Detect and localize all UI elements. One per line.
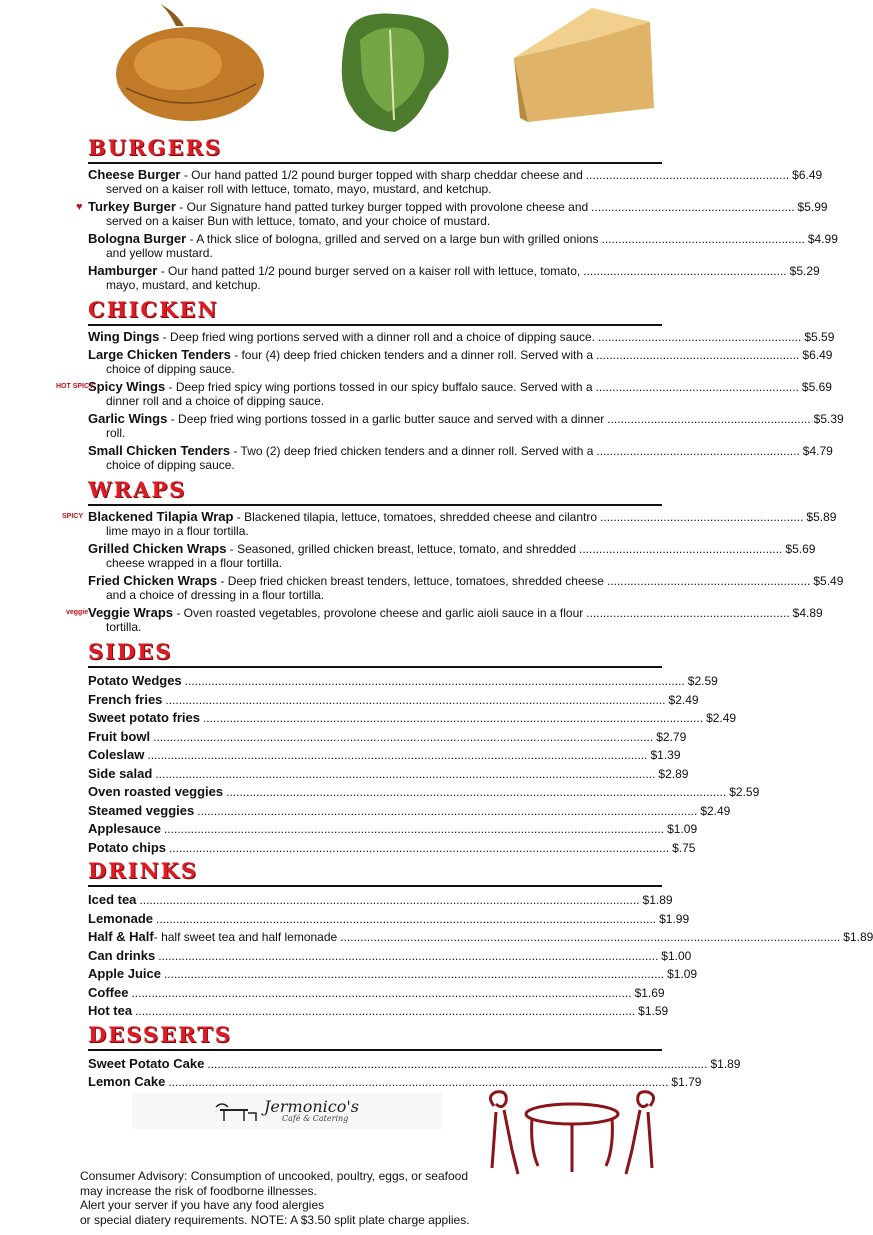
item-name: Coffee bbox=[88, 984, 129, 1000]
menu bbox=[56, 134, 873, 1092]
item-description: - Deep fried wing portions tossed in a garlic butter sauce and served with a dinner bbox=[167, 412, 605, 426]
item-description: - Blackened tilapia, lettuce, tomatoes, shredded cheese and cilantro bbox=[233, 510, 598, 524]
hero-images bbox=[0, 0, 750, 140]
hot-spicy-tag: HOT SPICY bbox=[56, 383, 94, 390]
item-description: - Our Signature hand patted turkey burger topped with provolone cheese and bbox=[175, 200, 589, 214]
item-name: Wing Dings bbox=[88, 329, 160, 344]
item-name: Cheese Burger bbox=[88, 167, 181, 182]
item-price: $1.69 bbox=[634, 985, 665, 1000]
menu-item-sweet-potato-cake: Sweet Potato Cake ...................................................................................................................................................... $1.89 bbox=[88, 1055, 662, 1074]
menu-item-iced-tea: Iced tea ...................................................................................................................................................... $1.89 bbox=[88, 891, 662, 910]
item-name: French fries bbox=[88, 691, 163, 707]
item-name: Steamed veggies bbox=[88, 802, 195, 818]
item-description: - Deep fried wing portions served with a dinner roll and a choice of dipping sauce. bbox=[159, 330, 595, 344]
item-description-cont: mayo, mustard, and ketchup. bbox=[106, 278, 261, 292]
item-price: $1.09 bbox=[667, 967, 698, 981]
sides-list bbox=[88, 672, 760, 857]
item-price: $1.99 bbox=[659, 911, 690, 926]
item-price: $1.79 bbox=[671, 1075, 702, 1089]
menu-item-veggie-wraps: veggie Veggie Wraps - Oven roasted vegetables, provolone cheese and garlic aioli sauce in a flour ............................................................. $4.89 tortilla. bbox=[66, 605, 823, 634]
item-name: Small Chicken Tenders bbox=[88, 443, 231, 458]
consumer-advisory bbox=[80, 1169, 520, 1227]
item-description: - four (4) deep fried chicken tenders and a dinner roll. Served with a bbox=[230, 348, 594, 362]
item-price: $4.89 bbox=[792, 606, 823, 620]
menu-item-half-and-half: Half & Half - half sweet tea and half lemonade ...................................................................................................................................................... $1.89 bbox=[88, 928, 662, 947]
burgers-list bbox=[76, 167, 838, 292]
item-price: $.75 bbox=[672, 840, 696, 855]
menu-item-steamed-veggies: Steamed veggies ...................................................................................................................................................... $2.49 bbox=[88, 802, 662, 821]
item-price: $2.89 bbox=[658, 766, 689, 781]
chef-table-icon bbox=[212, 1099, 260, 1123]
item-description: - Deep fried spicy wing portions tossed in our spicy buffalo sauce. Served with a bbox=[165, 380, 593, 394]
menu-item-cheese-burger: Cheese Burger - Our hand patted 1/2 pound burger topped with sharp cheddar cheese and ............................................................. $6.49 served on a kaiser roll with lettuce, tomato, mayo, mustard, and ketchup. bbox=[88, 167, 823, 196]
chicken-section-title: CHICKEN bbox=[88, 297, 219, 322]
item-description-cont: served on a kaiser roll with lettuce, tomato, mayo, mustard, and ketchup. bbox=[106, 182, 492, 196]
item-price: $2.59 bbox=[687, 674, 718, 688]
item-name: Fruit bowl bbox=[88, 728, 151, 744]
item-name: Turkey Burger bbox=[88, 199, 176, 214]
spicy-tag: SPICY bbox=[62, 513, 84, 520]
menu-item-applesauce: Applesauce ...................................................................................................................................................... $1.09 bbox=[88, 820, 662, 839]
item-price: $2.49 bbox=[668, 692, 699, 707]
chicken-list bbox=[56, 329, 844, 472]
item-price: $1.09 bbox=[667, 822, 698, 836]
item-description-cont: and a choice of dressing in a flour tortilla. bbox=[106, 588, 325, 602]
item-description-cont: and yellow mustard. bbox=[106, 246, 213, 260]
item-description-cont: tortilla. bbox=[106, 620, 142, 634]
cheese-image bbox=[514, 8, 654, 122]
item-name: Apple Juice bbox=[88, 966, 161, 981]
section-divider bbox=[88, 666, 662, 668]
menu-item-french-fries: French fries ...................................................................................................................................................... $2.49 bbox=[88, 691, 662, 710]
item-name: Hamburger bbox=[88, 263, 158, 278]
item-price: $5.99 bbox=[797, 200, 828, 214]
item-price: $5.69 bbox=[785, 542, 816, 556]
item-price: $6.49 bbox=[792, 168, 823, 182]
item-name: Oven roasted veggies bbox=[88, 784, 224, 799]
item-name: Can drinks bbox=[88, 947, 156, 963]
menu-item-coffee: Coffee ...................................................................................................................................................... $1.69 bbox=[88, 984, 662, 1003]
menu-item-hot-tea: Hot tea ...................................................................................................................................................... $1.59 bbox=[88, 1002, 662, 1021]
item-price: $2.59 bbox=[729, 785, 760, 799]
item-description-cont: served on a kaiser Bun with lettuce, tomato, and your choice of mustard. bbox=[106, 214, 491, 228]
item-description-cont: lime mayo in a flour tortilla. bbox=[106, 524, 249, 538]
drinks-list bbox=[88, 891, 873, 1021]
section-divider bbox=[88, 162, 662, 164]
item-price: $5.89 bbox=[806, 510, 837, 524]
item-price: $1.00 bbox=[661, 948, 692, 963]
item-name: Sweet Potato Cake bbox=[88, 1055, 205, 1071]
menu-item-bologna-burger: Bologna Burger - A thick slice of bologna, grilled and served on a large bun with grilled onions ............................................................. $4.99 and yellow mustard. bbox=[88, 231, 838, 260]
veggie-tag: veggie bbox=[66, 609, 89, 616]
menu-item-fried-chicken-wraps: Fried Chicken Wraps - Deep fried chicken breast tenders, lettuce, tomatoes, shredded cheese ............................................................. $5.49 and a choice of dressing in a flour tortilla. bbox=[88, 573, 844, 602]
item-price: $2.49 bbox=[700, 803, 731, 818]
item-name: Grilled Chicken Wraps bbox=[88, 541, 227, 556]
item-name: Veggie Wraps bbox=[88, 605, 174, 620]
onion-image bbox=[116, 4, 264, 121]
menu-item-side-salad: Side salad ...................................................................................................................................................... $2.89 bbox=[88, 765, 662, 784]
advisory-line: Consumer Advisory: Consumption of uncooked, poultry, eggs, or seafood bbox=[80, 1169, 468, 1183]
menu-item-lemon-cake: Lemon Cake ...................................................................................................................................................... $1.79 bbox=[88, 1073, 662, 1092]
item-price: $1.59 bbox=[638, 1004, 669, 1018]
item-name: Iced tea bbox=[88, 892, 137, 907]
item-description: - Our hand patted 1/2 pound burger served on a kaiser roll with lettuce, tomato, bbox=[157, 264, 581, 278]
item-description-cont: dinner roll and a choice of dipping sauce. bbox=[106, 394, 325, 408]
item-price: $5.29 bbox=[789, 264, 820, 278]
item-name: Applesauce bbox=[88, 821, 161, 836]
item-description-cont: choice of dipping sauce. bbox=[106, 458, 235, 472]
menu-item-potato-chips: Potato chips ...................................................................................................................................................... $.75 bbox=[88, 839, 662, 858]
logo-subtitle: Café & Catering bbox=[282, 1114, 349, 1123]
item-name: Bologna Burger bbox=[88, 231, 187, 246]
wraps-list bbox=[62, 509, 844, 634]
item-description-cont: roll. bbox=[106, 426, 126, 440]
item-name: Hot tea bbox=[88, 1003, 133, 1018]
item-description-cont: cheese wrapped in a flour tortilla. bbox=[106, 556, 283, 570]
item-price: $4.99 bbox=[807, 232, 838, 246]
menu-item-coleslaw: Coleslaw ...................................................................................................................................................... $1.39 bbox=[88, 746, 662, 765]
menu-item-garlic-wings: Garlic Wings - Deep fried wing portions tossed in a garlic butter sauce and served with a dinner ............................................................. $5.39 roll. bbox=[88, 411, 844, 440]
item-name: Lemon Cake bbox=[88, 1074, 166, 1089]
menu-item-sweet-potato-fries: Sweet potato fries ...................................................................................................................................................... $2.49 bbox=[88, 709, 662, 728]
menu-item-lemonade: Lemonade ...................................................................................................................................................... $1.99 bbox=[88, 910, 662, 929]
item-price: $6.49 bbox=[802, 348, 833, 362]
drinks-section-title: DRINKS bbox=[88, 858, 199, 883]
item-description-cont: choice of dipping sauce. bbox=[106, 362, 235, 376]
menu-item-grilled-chicken-wraps: Grilled Chicken Wraps - Seasoned, grilled chicken breast, lettuce, tomato, and shredded ............................................................. $5.69 cheese wrapped in a flour tortilla. bbox=[88, 541, 816, 570]
item-name: Blackened Tilapia Wrap bbox=[88, 509, 234, 524]
item-description: - Seasoned, grilled chicken breast, lettuce, tomato, and shredded bbox=[226, 542, 577, 556]
item-name: Lemonade bbox=[88, 910, 154, 926]
advisory-line: may increase the risk of foodborne illnesses. bbox=[80, 1183, 317, 1198]
section-divider bbox=[88, 1049, 662, 1051]
item-name: Half & Half bbox=[88, 929, 154, 944]
item-price: $2.79 bbox=[656, 729, 687, 744]
advisory-line: Alert your server if you have any food alergies bbox=[80, 1198, 325, 1212]
heart-icon: ♥ bbox=[76, 201, 83, 213]
menu-item-hamburger: Hamburger - Our hand patted 1/2 pound burger served on a kaiser roll with lettuce, tomato, ............................................................. $5.29 mayo, mustard, and ketchup. bbox=[88, 263, 820, 292]
item-description: - Deep fried chicken breast tenders, lettuce, tomatoes, shredded cheese bbox=[217, 574, 604, 588]
item-description: - Our hand patted 1/2 pound burger topped with sharp cheddar cheese and bbox=[180, 168, 583, 182]
section-divider bbox=[88, 885, 662, 887]
item-name: Side salad bbox=[88, 765, 153, 781]
item-description: - A thick slice of bologna, grilled and served on a large bun with grilled onions bbox=[186, 232, 599, 246]
menu-item-fruit-bowl: Fruit bowl ...................................................................................................................................................... $2.79 bbox=[88, 728, 662, 747]
item-price: $1.89 bbox=[710, 1056, 741, 1071]
restaurant-logo bbox=[132, 1093, 442, 1129]
menu-item-potato-wedges: Potato Wedges ...................................................................................................................................................... $2.59 bbox=[88, 672, 662, 691]
advisory-line: or special diatery requirements. NOTE: A $3.50 split plate charge applies. bbox=[80, 1212, 470, 1227]
item-price: $5.69 bbox=[801, 380, 832, 394]
table-chairs-illustration bbox=[482, 1088, 662, 1178]
item-name: Coleslaw bbox=[88, 747, 145, 762]
menu-item-spicy-wings: HOT SPICY Spicy Wings - Deep fried spicy wing portions tossed in our spicy buffalo sauce. Served with a ............................................................. $5.69 dinner roll and a choice of dipping sauce. bbox=[56, 379, 832, 408]
item-name: Large Chicken Tenders bbox=[88, 347, 231, 362]
item-name: Spicy Wings bbox=[88, 379, 166, 394]
menu-item-turkey-burger: ♥ Turkey Burger - Our Signature hand patted turkey burger topped with provolone cheese and ............................................................. $5.99 served on a kaiser Bun with lettuce, tomato, and your choice of mustard. bbox=[76, 199, 828, 228]
logo-brand: Jermonico's bbox=[264, 1097, 359, 1116]
wraps-section-title: WRAPS bbox=[88, 477, 187, 502]
item-name: Potato chips bbox=[88, 839, 167, 855]
item-price: $5.49 bbox=[813, 574, 844, 588]
item-price: $1.39 bbox=[650, 748, 681, 762]
menu-item-apple-juice: Apple Juice ...................................................................................................................................................... $1.09 bbox=[88, 965, 662, 984]
menu-item-can-drinks: Can drinks ...................................................................................................................................................... $1.00 bbox=[88, 947, 662, 966]
burgers-section-title: BURGERS bbox=[88, 135, 223, 160]
item-price: $1.89 bbox=[843, 930, 873, 944]
item-description: - Two (2) deep fried chicken tenders and a dinner roll. Served with a bbox=[230, 444, 594, 458]
menu-item-large-chicken-tenders: Large Chicken Tenders - four (4) deep fried chicken tenders and a dinner roll. Served with a ............................................................. $6.49 choice of dipping sauce. bbox=[88, 347, 833, 376]
desserts-section-title: DESSERTS bbox=[88, 1021, 232, 1047]
item-name: Fried Chicken Wraps bbox=[88, 573, 218, 588]
lettuce-image bbox=[342, 14, 449, 132]
item-price: $4.79 bbox=[802, 444, 833, 458]
item-name: Potato Wedges bbox=[88, 673, 182, 688]
menu-item-small-chicken-tenders: Small Chicken Tenders - Two (2) deep fried chicken tenders and a dinner roll. Served with a ............................................................. $4.79 choice of dipping sauce. bbox=[88, 443, 833, 472]
item-description: - Oven roasted vegetables, provolone cheese and garlic aioli sauce in a flour bbox=[173, 606, 584, 620]
item-name: Garlic Wings bbox=[88, 411, 168, 426]
item-price: $2.49 bbox=[706, 711, 737, 725]
menu-item-oven-roasted-veggies: Oven roasted veggies ...................................................................................................................................................... $2.59 bbox=[88, 783, 662, 802]
sides-section-title: SIDES bbox=[88, 639, 173, 664]
section-divider bbox=[88, 324, 662, 326]
section-divider bbox=[88, 504, 662, 506]
menu-item-wing-dings: Wing Dings - Deep fried wing portions served with a dinner roll and a choice of dipping sauce. ............................................................. $5.59 bbox=[88, 329, 835, 344]
item-name: Sweet potato fries bbox=[88, 710, 200, 725]
item-price: $5.39 bbox=[813, 412, 844, 426]
desserts-list bbox=[88, 1055, 741, 1092]
menu-item-blackened-tilapia-wrap: SPICY Blackened Tilapia Wrap - Blackened tilapia, lettuce, tomatoes, shredded cheese and cilantro ............................................................. $5.89 lime mayo in a flour tortilla. bbox=[62, 509, 837, 538]
item-price: $5.59 bbox=[804, 330, 835, 344]
item-price: $1.89 bbox=[642, 893, 673, 907]
item-note: - half sweet tea and half lemonade bbox=[153, 930, 338, 944]
